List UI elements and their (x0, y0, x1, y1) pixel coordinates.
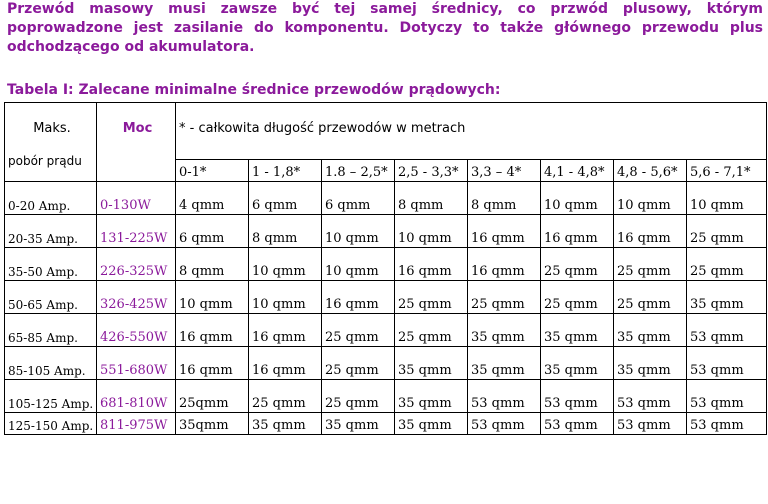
amp-range-cell: 125-150 Amp. (5, 413, 97, 435)
cross-section-cell: 6 qmm (322, 182, 395, 215)
cross-section-cell: 35 qmm (322, 413, 395, 435)
cross-section-cell: 6 qmm (176, 215, 249, 248)
intro-line: Przewód masowy musi zawsze być tej samej średnicy, co przwód plusowy, którym (7, 1, 763, 17)
table-row (5, 413, 767, 435)
table-title: Tabela I: Zalecane minimalne średnice przewodów prądowych: (7, 82, 501, 98)
cross-section-cell: 25 qmm (541, 281, 614, 314)
cross-section-cell: 25 qmm (395, 314, 468, 347)
cross-section-cell: 35qmm (176, 413, 249, 435)
cross-section-cell: 8 qmm (249, 215, 322, 248)
header-pobor-label: pobór prądu (8, 154, 82, 168)
header-maks (5, 103, 97, 182)
cross-section-cell: 53 qmm (687, 347, 767, 380)
table-row (5, 182, 767, 215)
power-range-cell: 0-130W (97, 182, 176, 215)
length-range: 0-1* (176, 160, 249, 182)
cross-section-cell: 53 qmm (468, 380, 541, 413)
cross-section-cell: 53 qmm (687, 314, 767, 347)
cross-section-cell: 16 qmm (468, 248, 541, 281)
cross-section-cell: 25 qmm (395, 281, 468, 314)
power-range-cell: 681-810W (97, 380, 176, 413)
cross-section-cell: 53 qmm (687, 413, 767, 435)
length-range: 3,3 – 4* (468, 160, 541, 182)
cross-section-cell: 10 qmm (249, 248, 322, 281)
cross-section-cell: 16 qmm (395, 248, 468, 281)
cross-section-cell: 25 qmm (541, 248, 614, 281)
cross-section-cell: 16 qmm (176, 347, 249, 380)
table-row (5, 347, 767, 380)
cross-section-cell: 35 qmm (395, 347, 468, 380)
header-moc: Moc (97, 103, 176, 182)
cross-section-cell: 53 qmm (541, 413, 614, 435)
amp-range-cell: 35-50 Amp. (5, 248, 97, 281)
cross-section-cell: 35 qmm (687, 281, 767, 314)
length-range: 4,1 - 4,8* (541, 160, 614, 182)
cross-section-cell: 25 qmm (322, 347, 395, 380)
cross-section-cell: 16 qmm (249, 314, 322, 347)
cross-section-cell: 53 qmm (468, 413, 541, 435)
cross-section-cell: 10 qmm (687, 182, 767, 215)
length-range: 5,6 - 7,1* (687, 160, 767, 182)
cross-section-cell: 35 qmm (541, 314, 614, 347)
cable-size-table (4, 102, 767, 435)
cross-section-cell: 35 qmm (541, 347, 614, 380)
cross-section-cell: 53 qmm (614, 413, 687, 435)
amp-range-cell: 105-125 Amp. (5, 380, 97, 413)
amp-range-cell: 65-85 Amp. (5, 314, 97, 347)
power-range-cell: 131-225W (97, 215, 176, 248)
cross-section-cell: 16 qmm (541, 215, 614, 248)
header-maks-label: Maks. (33, 121, 71, 136)
cross-section-cell: 25 qmm (687, 248, 767, 281)
power-range-cell: 811-975W (97, 413, 176, 435)
length-range: 1.8 – 2,5* (322, 160, 395, 182)
amp-range-cell: 85-105 Amp. (5, 347, 97, 380)
cross-section-cell: 25 qmm (468, 281, 541, 314)
cross-section-cell: 16 qmm (468, 215, 541, 248)
amp-range-cell: 50-65 Amp. (5, 281, 97, 314)
cross-section-cell: 35 qmm (395, 413, 468, 435)
cross-section-cell: 16 qmm (176, 314, 249, 347)
cross-section-cell: 10 qmm (322, 215, 395, 248)
power-range-cell: 551-680W (97, 347, 176, 380)
cross-section-cell: 10 qmm (176, 281, 249, 314)
table-row (5, 215, 767, 248)
cross-section-cell: 25 qmm (322, 314, 395, 347)
cross-section-cell: 35 qmm (614, 347, 687, 380)
cross-section-cell: 35 qmm (249, 413, 322, 435)
table-row (5, 380, 767, 413)
cross-section-cell: 25 qmm (614, 248, 687, 281)
cross-section-cell: 8 qmm (176, 248, 249, 281)
cross-section-cell: 25 qmm (322, 380, 395, 413)
length-range: 4,8 - 5,6* (614, 160, 687, 182)
cross-section-cell: 16 qmm (249, 347, 322, 380)
cross-section-cell: 10 qmm (395, 215, 468, 248)
table-row (5, 314, 767, 347)
amp-range-cell: 20-35 Amp. (5, 215, 97, 248)
length-range: 1 - 1,8* (249, 160, 322, 182)
cross-section-cell: 53 qmm (614, 380, 687, 413)
amp-range-cell: 0-20 Amp. (5, 182, 97, 215)
table-row (5, 248, 767, 281)
cross-section-cell: 16 qmm (322, 281, 395, 314)
length-range: 2,5 - 3,3* (395, 160, 468, 182)
cross-section-cell: 10 qmm (322, 248, 395, 281)
cross-section-cell: 10 qmm (249, 281, 322, 314)
cross-section-cell: 35 qmm (468, 314, 541, 347)
cross-section-cell: 35 qmm (614, 314, 687, 347)
table-row (5, 281, 767, 314)
cross-section-cell: 25 qmm (687, 215, 767, 248)
cross-section-cell: 8 qmm (395, 182, 468, 215)
cross-section-cell: 35 qmm (468, 347, 541, 380)
cross-section-cell: 10 qmm (614, 182, 687, 215)
cross-section-cell: 53 qmm (687, 380, 767, 413)
intro-paragraph (7, 0, 763, 57)
header-length-note: * - całkowita długość przewodów w metrach (176, 103, 767, 160)
intro-line: poprowadzone jest zasilanie do komponentu. Dotyczy to także głównego przewodu plus (7, 20, 763, 36)
cross-section-cell: 4 qmm (176, 182, 249, 215)
power-range-cell: 326-425W (97, 281, 176, 314)
power-range-cell: 426-550W (97, 314, 176, 347)
cross-section-cell: 16 qmm (614, 215, 687, 248)
power-range-cell: 226-325W (97, 248, 176, 281)
cross-section-cell: 10 qmm (541, 182, 614, 215)
cross-section-cell: 25qmm (176, 380, 249, 413)
cross-section-cell: 8 qmm (468, 182, 541, 215)
intro-line: odchodzącego od akumulatora. (7, 39, 255, 55)
cross-section-cell: 35 qmm (395, 380, 468, 413)
cross-section-cell: 25 qmm (249, 380, 322, 413)
cross-section-cell: 6 qmm (249, 182, 322, 215)
cross-section-cell: 25 qmm (614, 281, 687, 314)
cross-section-cell: 53 qmm (541, 380, 614, 413)
